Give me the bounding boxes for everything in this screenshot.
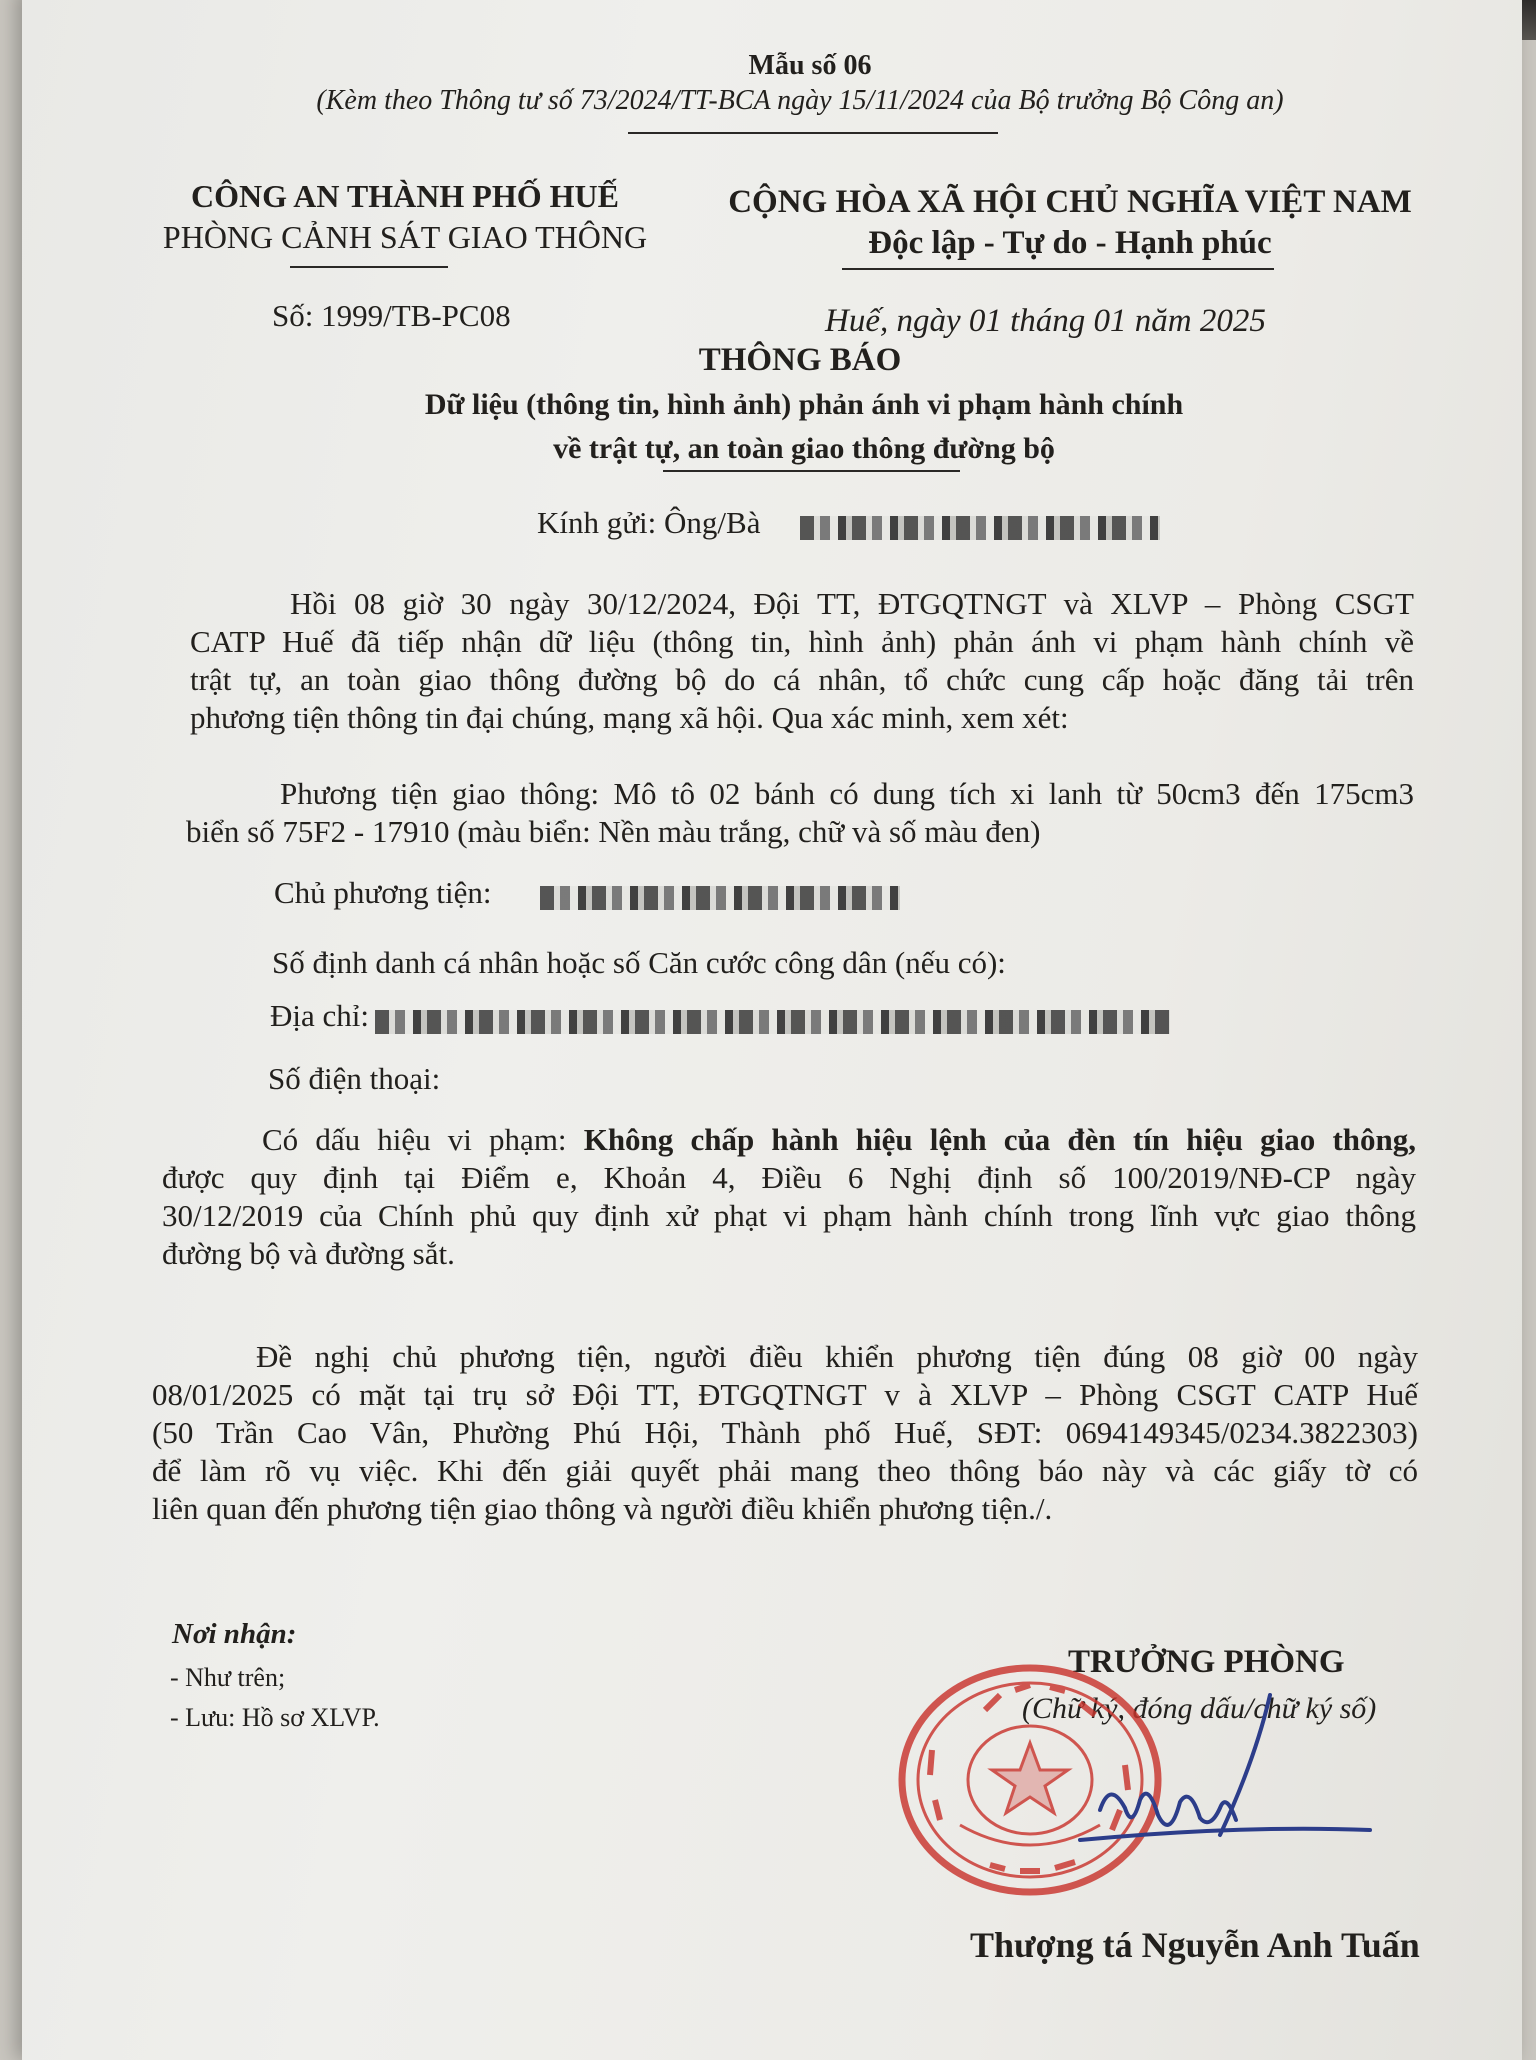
paragraph-vehicle: Phương tiện giao thông: Mô tô 02 bánh có dung tích xi lanh từ 50cm3 đến 175cm3 biển số 75F2 - 17910 (màu biển: Nền màu trắng, chữ và số màu đen) <box>186 776 1414 849</box>
redacted-address <box>375 1010 1170 1034</box>
paragraph-intro: Hồi 08 giờ 30 ngày 30/12/2024, Đội TT, ĐTGQTNGT và XLVP – Phòng CSGT CATP Huế đã tiếp nhận dữ liệu (thông tin, hình ảnh) phản ánh vi phạm hành chính về trật tự, an toàn giao thông đường bộ do cá nhân, tổ chức cung cấp hoặc đăng tải trên phương tiện thông tin đại chúng, mạng xã hội. Qua xác minh, xem xét: <box>190 586 1414 735</box>
agency-name: CÔNG AN THÀNH PHỐ HUẾ <box>191 178 619 214</box>
recipient-label: Kính gửi: Ông/Bà <box>537 505 761 540</box>
divider <box>663 470 960 472</box>
form-number: Mẫu số 06 <box>748 50 872 81</box>
document-subtitle-2: về trật tự, an toàn giao thông đường bộ <box>553 432 1055 465</box>
department-name: PHÒNG CẢNH SÁT GIAO THÔNG <box>162 219 648 255</box>
divider <box>290 266 448 268</box>
phone-label: Số điện thoại: <box>268 1061 441 1096</box>
document-number: Số: 1999/TB-PC08 <box>272 298 511 333</box>
id-number-label: Số định danh cá nhân hoặc số Căn cước công dân (nếu có): <box>272 945 1006 980</box>
redacted-owner-name <box>540 886 900 910</box>
document-date: Huế, ngày 01 tháng 01 năm 2025 <box>825 303 1266 339</box>
nation-name: CỘNG HÒA XÃ HỘI CHỦ NGHĨA VIỆT NAM <box>728 184 1412 220</box>
document-title: THÔNG BÁO <box>698 342 902 378</box>
document-subtitle-1: Dữ liệu (thông tin, hình ảnh) phản ánh vi phạm hành chính <box>424 388 1184 421</box>
signer-title: TRƯỞNG PHÒNG <box>1068 1644 1345 1680</box>
redacted-recipient-name <box>800 516 1160 540</box>
recipient-item: - Như trên; <box>170 1663 286 1692</box>
owner-label: Chủ phương tiện: <box>274 875 492 910</box>
handwritten-signature <box>1040 1690 1380 1890</box>
paragraph-request: Đề nghị chủ phương tiện, người điều khiển phương tiện đúng 08 giờ 00 ngày 08/01/2025 có mặt tại trụ sở Đội TT, ĐTGQTNGT v à XLVP – Phòng CSGT CATP Huế (50 Trần Cao Vân, Phường Phú Hội, Thành phố Huế, SĐT: 0694149345/0234.3822303) để làm rõ vụ việc. Khi đến giải quyết phải mang theo thông báo này và các giấy tờ có liên quan đến phương tiện giao thông và người điều khiển phương tiện./. <box>152 1339 1418 1526</box>
signature-note: (Chữ ký, đóng dấu/chữ ký số) <box>1022 1692 1377 1725</box>
paragraph-violation: Có dấu hiệu vi phạm: Không chấp hành hiệu lệnh của đèn tín hiệu giao thông, được quy định tại Điểm e, Khoản 4, Điều 6 Nghị định số 100/2019/NĐ-CP ngày 30/12/2019 của Chính phủ quy định xử phạt vi phạm hành chính trong lĩnh vực giao thông đường bộ và đường sắt. <box>162 1122 1416 1271</box>
recipient-item: - Lưu: Hồ sơ XLVP. <box>170 1703 380 1732</box>
signer-name: Thượng tá Nguyễn Anh Tuấn <box>970 1925 1420 1965</box>
motto: Độc lập - Tự do - Hạnh phúc <box>868 225 1272 261</box>
form-reference: (Kèm theo Thông tư số 73/2024/TT-BCA ngày 15/11/2024 của Bộ trưởng Bộ Công an) <box>316 85 1284 116</box>
recipients-heading: Nơi nhận: <box>172 1618 297 1650</box>
divider <box>842 268 1274 270</box>
divider <box>628 132 998 134</box>
address-label: Địa chỉ: <box>270 998 369 1033</box>
